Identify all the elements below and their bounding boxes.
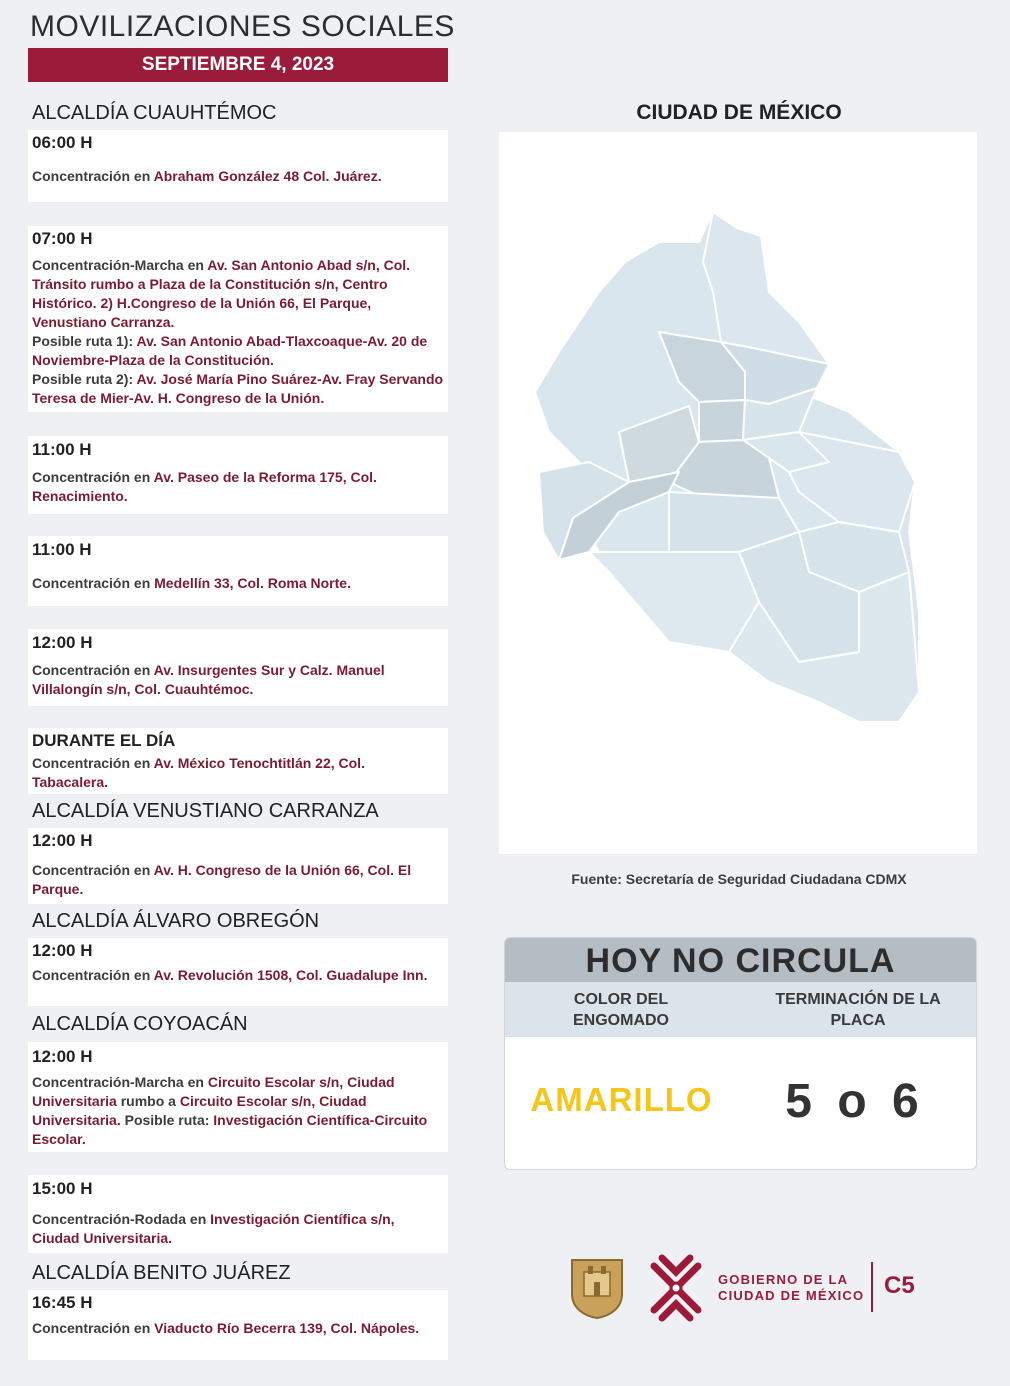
location-text: Av. H. Congreso de la Unión 66, Col. El Parque. <box>32 862 412 897</box>
event-type-text: Posible ruta 2): <box>32 371 137 387</box>
event-time: 16:45 H <box>32 1293 93 1312</box>
location-text: Av. Paseo de la Reforma 175, Col. Renacimiento. <box>32 469 377 504</box>
event-time: 12:00 H <box>32 633 93 652</box>
cdmx-logo-icon <box>642 1252 710 1324</box>
event-type-text: Concentración en <box>32 967 154 983</box>
alcaldia-heading: ALCALDÍA ÁLVARO OBREGÓN <box>32 910 320 932</box>
event-card <box>28 828 448 904</box>
date-bar: SEPTIEMBRE 4, 2023 <box>28 48 448 82</box>
event-card <box>28 728 448 794</box>
event-type-text: Concentración en <box>32 168 154 184</box>
gov-line-1: GOBIERNO DE LA <box>718 1272 849 1287</box>
map-source: Fuente: Secretaría de Seguridad Ciudadana CDMX <box>571 871 907 887</box>
location-text: Viaducto Río Becerra 139, Col. Nápoles. <box>154 1320 420 1336</box>
event-time: 11:00 H <box>32 540 92 559</box>
event-time: 15:00 H <box>32 1179 93 1198</box>
location-text: Investigación Científica-Circuito Escolar. <box>32 1112 428 1147</box>
alcaldia-heading: ALCALDÍA CUAUHTÉMOC <box>32 102 277 124</box>
hnc-title: HOY NO CIRCULA <box>505 938 976 982</box>
event-type-text: rumbo a <box>116 1093 180 1109</box>
event-type-text: Concentración-Rodada en <box>32 1211 211 1227</box>
map-title: CIUDAD DE MÉXICO <box>636 101 842 124</box>
event-card <box>28 938 448 1006</box>
event-description <box>32 661 444 699</box>
event-card <box>28 629 448 706</box>
alcaldia-heading: ALCALDÍA COYOACÁN <box>32 1013 248 1035</box>
event-time: 12:00 H <box>32 1047 93 1066</box>
gov-name <box>718 1272 864 1304</box>
location-text: Av. San Antonio Abad-Tlaxcoaque-Av. 20 de Noviembre-Plaza de la Constitución. <box>32 333 428 368</box>
coat-of-arms-icon <box>568 1256 626 1320</box>
event-time: 07:00 H <box>32 229 93 248</box>
event-type-text: Concentración en <box>32 469 154 485</box>
event-time: 12:00 H <box>32 941 93 960</box>
event-type-text: Concentración en <box>32 575 155 591</box>
event-type-text: Concentración en <box>32 1320 155 1336</box>
location-text: Investigación Científica s/n, Ciudad Universitaria. <box>32 1211 395 1246</box>
event-card <box>28 436 448 514</box>
footer-logos <box>566 1250 966 1330</box>
event-description <box>32 1073 444 1149</box>
event-card <box>28 1042 448 1152</box>
hnc-plate-header: TERMINACIÓN DE LA PLACA <box>775 991 941 1029</box>
hnc-color-header: COLOR DEL ENGOMADO <box>573 991 669 1029</box>
hnc-plate-value: 5 o 6 <box>785 1075 925 1128</box>
location-text: Av. José María Pino Suárez-Av. Fray Servando Teresa de Mier-Av. H. Congreso de la Unión. <box>32 371 444 406</box>
logo-divider <box>871 1262 873 1312</box>
location-text: Av. Revolución 1508, Col. Guadalupe Inn. <box>153 967 428 983</box>
event-type-text: Concentración-Marcha en <box>32 257 208 273</box>
map-region-tlalpan <box>589 552 759 652</box>
event-description <box>32 468 444 506</box>
hoy-no-circula-box <box>504 937 977 1170</box>
event-card <box>28 226 448 412</box>
location-text: Av. San Antonio Abad s/n, Col. Tránsito rumbo a Plaza de la Constitución s/n, Centro Histórico. 2) H.Congreso de la Unión 66, El Parque, Venustiano Carranza. <box>32 257 411 330</box>
location-text: Abraham González 48 Col. Juárez. <box>153 168 382 184</box>
event-time: 12:00 H <box>32 831 93 850</box>
alcaldia-heading: ALCALDÍA BENITO JUÁREZ <box>32 1262 291 1284</box>
event-time: DURANTE EL DÍA <box>32 731 176 750</box>
event-time: 11:00 H <box>32 440 92 459</box>
event-type-text: Concentración en <box>32 862 154 878</box>
event-type-text: Posible ruta: <box>120 1112 214 1128</box>
hnc-color-value: AMARILLO <box>530 1081 713 1118</box>
event-description <box>32 754 444 792</box>
location-text: Medellín 33, Col. Roma Norte. <box>154 575 351 591</box>
map-panel <box>499 132 977 854</box>
location-text: Av. Insurgentes Sur y Calz. Manuel Villalongín s/n, Col. Cuauhtémoc. <box>32 662 385 697</box>
event-type-text: Concentración en <box>32 755 154 771</box>
location-text: Av. México Tenochtitlán 22, Col. Tabacalera. <box>32 755 365 790</box>
event-description <box>32 167 444 186</box>
event-type-text: Posible ruta 1): <box>32 333 137 349</box>
page-title: MOVILIZACIONES SOCIALES <box>30 10 455 43</box>
event-description <box>32 861 444 899</box>
event-description <box>32 1319 444 1338</box>
event-card <box>28 1290 448 1360</box>
event-type-text: Concentración-Marcha en <box>32 1074 208 1090</box>
event-card <box>28 1175 448 1253</box>
event-description <box>32 256 444 408</box>
map-region-cuauhtemoc <box>699 400 745 442</box>
event-type-text: Concentración en <box>32 662 154 678</box>
alcaldia-heading: ALCALDÍA VENUSTIANO CARRANZA <box>32 800 379 822</box>
event-description <box>32 1210 444 1248</box>
c5-logo: C5 <box>884 1272 915 1299</box>
hnc-headers <box>505 982 976 1037</box>
event-card <box>28 130 448 202</box>
cdmx-map <box>499 132 977 854</box>
location-text: Circuito Escolar s/n, Ciudad Universitaria <box>32 1074 395 1109</box>
event-description <box>32 966 444 985</box>
event-time: 06:00 H <box>32 133 93 152</box>
event-card <box>28 536 448 606</box>
event-description <box>32 574 444 593</box>
gov-line-2: CIUDAD DE MÉXICO <box>718 1288 865 1303</box>
location-text: Circuito Escolar s/n, Ciudad Universitaria. <box>32 1093 367 1128</box>
